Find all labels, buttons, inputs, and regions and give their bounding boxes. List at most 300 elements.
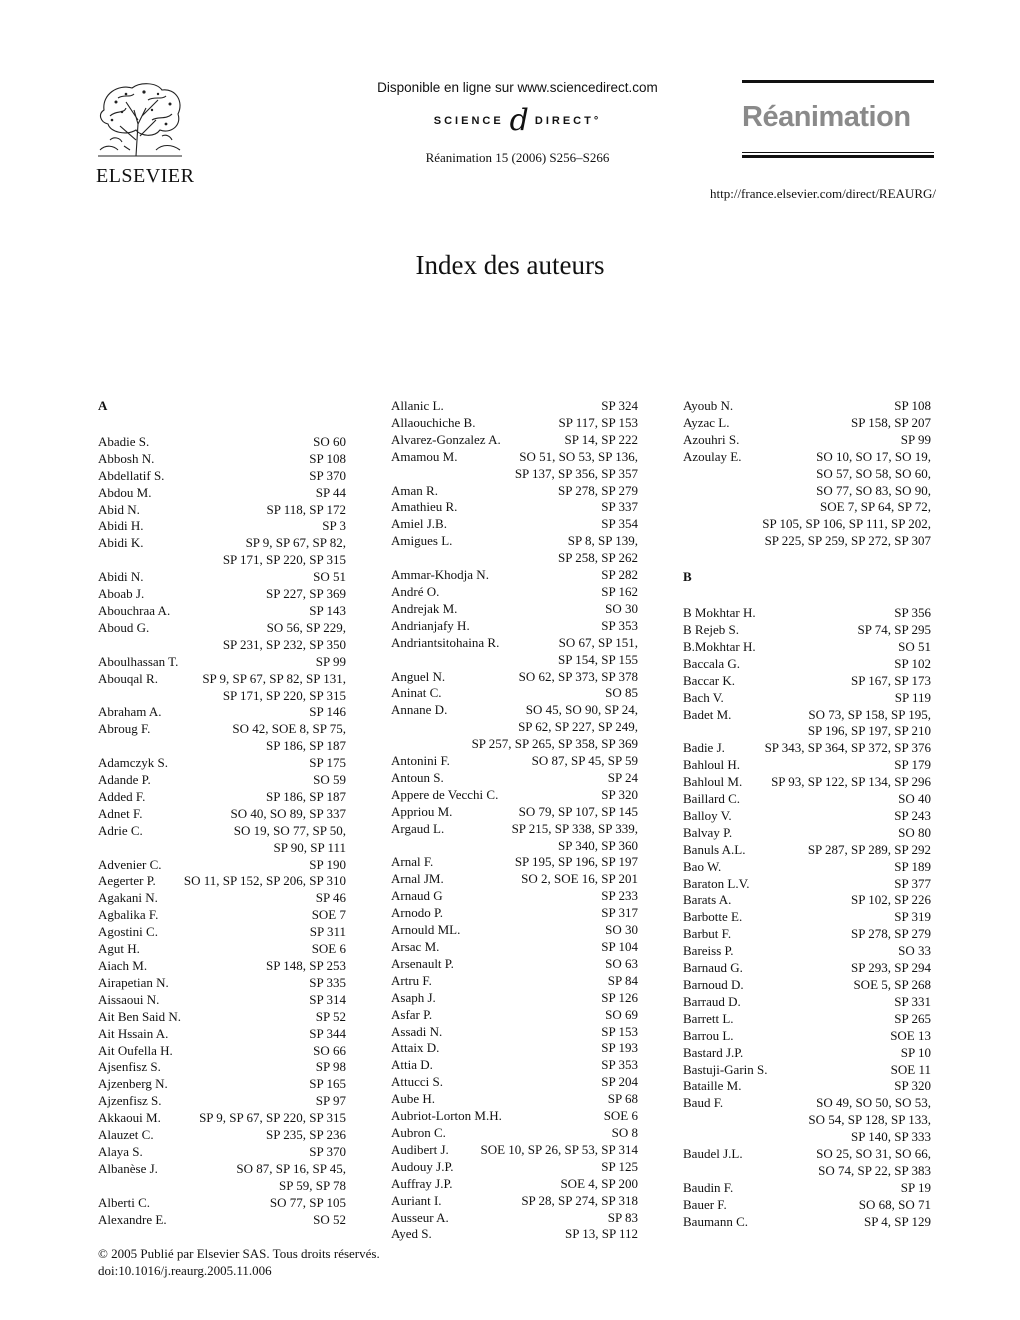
author-name: B Rejeb S. bbox=[683, 621, 739, 637]
author-refs bbox=[601, 787, 638, 804]
author-entry bbox=[683, 994, 931, 1011]
ref-line: SP 165 bbox=[309, 1076, 346, 1092]
ref-line: SP 162 bbox=[601, 583, 638, 599]
ref-line: SO 19, SO 77, SP 50, bbox=[233, 822, 346, 838]
ref-line: SP 233 bbox=[601, 888, 638, 904]
ref-line: SP 196, SP 197, SP 210 bbox=[807, 723, 931, 739]
author-entry bbox=[683, 415, 931, 432]
author-refs bbox=[316, 890, 346, 907]
author-entry bbox=[391, 1040, 638, 1057]
author-name: Agut H. bbox=[98, 941, 140, 957]
ref-line: SP 175 bbox=[309, 755, 346, 771]
ref-line: SP 317 bbox=[601, 905, 638, 921]
author-entry bbox=[391, 871, 638, 888]
author-refs bbox=[851, 960, 931, 977]
ref-line: SP 293, SP 294 bbox=[851, 960, 931, 976]
author-name: Aiach M. bbox=[98, 958, 148, 973]
author-entry bbox=[391, 601, 638, 618]
ref-line: SP 119 bbox=[894, 689, 931, 705]
author-name: Aube H. bbox=[391, 1091, 436, 1107]
author-entry bbox=[391, 702, 638, 753]
ref-line: SP 167, SP 173 bbox=[851, 672, 931, 688]
author-refs bbox=[312, 907, 346, 924]
author-refs bbox=[565, 432, 638, 449]
author-refs bbox=[313, 569, 346, 586]
author-name: Audouy J.P. bbox=[391, 1158, 454, 1174]
author-refs bbox=[309, 1076, 346, 1093]
author-refs bbox=[322, 518, 346, 535]
author-entry bbox=[98, 586, 346, 603]
author-name: Aegerter P. bbox=[98, 873, 156, 889]
author-name: Alauzet C. bbox=[98, 1127, 154, 1143]
author-name: Amigues L. bbox=[391, 533, 453, 549]
author-refs bbox=[608, 1210, 638, 1227]
section-letter: B bbox=[683, 569, 692, 585]
author-refs bbox=[234, 823, 346, 857]
ref-line: SP 9, SP 67, SP 82, bbox=[245, 535, 346, 551]
ref-line: SP 344 bbox=[309, 1025, 346, 1041]
ref-line: SP 370 bbox=[309, 467, 346, 483]
author-entry bbox=[391, 449, 638, 483]
author-name: Asfar P. bbox=[391, 1006, 433, 1022]
author-refs bbox=[481, 1142, 639, 1159]
author-entry bbox=[683, 892, 931, 909]
ref-line: SP 186, SP 187 bbox=[266, 788, 346, 804]
ref-line: SP 108 bbox=[309, 450, 346, 466]
author-entry bbox=[683, 757, 931, 774]
ref-line: SP 52 bbox=[315, 1008, 346, 1024]
author-name: Ayzac L. bbox=[683, 414, 730, 430]
author-name: Abid N. bbox=[98, 501, 140, 517]
author-entry bbox=[391, 753, 638, 770]
author-entry bbox=[391, 888, 638, 905]
author-entry bbox=[98, 1076, 346, 1093]
ref-line: SO 45, SO 90, SP 24, bbox=[525, 702, 638, 718]
ref-line: SO 87, SP 45, SP 59 bbox=[531, 753, 638, 769]
author-entry bbox=[98, 535, 346, 569]
author-name: Balvay P. bbox=[683, 824, 733, 840]
author-name: Andriantsitohaina R. bbox=[391, 634, 500, 650]
author-entry bbox=[683, 909, 931, 926]
author-refs bbox=[515, 449, 638, 483]
author-refs bbox=[771, 774, 931, 791]
ref-line: SOE 5, SP 268 bbox=[853, 977, 931, 992]
author-name: Appere de Vecchi C. bbox=[391, 786, 499, 802]
author-name: Bastard J.P. bbox=[683, 1044, 744, 1060]
author-name: Ajzenfisz S. bbox=[98, 1093, 162, 1109]
author-entry bbox=[683, 449, 931, 550]
author-entry bbox=[98, 755, 346, 772]
journal-name: Réanimation bbox=[742, 101, 911, 133]
ref-line: SP 9, SP 67, SP 82, SP 131, bbox=[202, 670, 346, 686]
author-refs bbox=[898, 791, 931, 808]
author-refs bbox=[894, 1011, 931, 1028]
author-refs bbox=[898, 639, 931, 656]
author-entry bbox=[683, 639, 931, 656]
author-entry bbox=[391, 483, 638, 500]
author-refs bbox=[601, 1159, 638, 1176]
ref-line: SP 340, SP 360 bbox=[558, 837, 638, 853]
ref-line: SP 354 bbox=[601, 516, 638, 532]
author-entry bbox=[98, 975, 346, 992]
author-name: Aninat C. bbox=[391, 685, 442, 701]
author-entry bbox=[391, 905, 638, 922]
author-entry bbox=[683, 859, 931, 876]
author-name: Barnaud G. bbox=[683, 960, 743, 976]
author-name: Bataille M. bbox=[683, 1078, 742, 1094]
publisher-logo bbox=[96, 80, 195, 188]
ref-line: SO 49, SO 50, SO 53, bbox=[816, 1095, 931, 1111]
author-entry bbox=[391, 939, 638, 956]
author-name: Bastuji-Garin S. bbox=[683, 1061, 768, 1077]
author-refs bbox=[851, 673, 931, 690]
author-refs bbox=[266, 586, 346, 603]
author-refs bbox=[270, 1195, 346, 1212]
author-name: Akkaoui M. bbox=[98, 1110, 161, 1126]
author-refs bbox=[601, 939, 638, 956]
author-name: Ammar-Khodja N. bbox=[391, 567, 489, 583]
journal-logo bbox=[742, 80, 934, 158]
author-entry bbox=[98, 1195, 346, 1212]
author-refs bbox=[236, 1161, 346, 1195]
author-refs bbox=[901, 1180, 931, 1197]
ref-line: SO 77, SO 83, SO 90, bbox=[816, 482, 931, 498]
ref-line: SP 320 bbox=[894, 1078, 931, 1094]
author-entry bbox=[391, 618, 638, 635]
author-name: B Mokhtar H. bbox=[683, 605, 756, 621]
ref-line: SP 278, SP 279 bbox=[558, 482, 638, 498]
author-name: Bauer F. bbox=[683, 1196, 727, 1212]
author-name: Azoulay E. bbox=[683, 448, 742, 464]
author-entry bbox=[683, 1062, 931, 1079]
ref-line: SO 63 bbox=[605, 955, 638, 971]
author-refs bbox=[608, 1091, 638, 1108]
ref-line: SO 30 bbox=[605, 922, 638, 938]
author-entry bbox=[683, 398, 931, 415]
author-entry bbox=[98, 569, 346, 586]
ref-line: SP 370 bbox=[309, 1143, 346, 1159]
author-refs bbox=[762, 449, 931, 550]
author-entry bbox=[391, 1142, 638, 1159]
page-title: Index des auteurs bbox=[415, 250, 605, 280]
author-name: Abouqal R. bbox=[98, 670, 158, 686]
author-entry bbox=[683, 876, 931, 893]
author-entry bbox=[98, 502, 346, 519]
author-name: Abouchraa A. bbox=[98, 602, 171, 618]
author-name: Balloy V. bbox=[683, 807, 732, 823]
author-name: Alexandre E. bbox=[98, 1211, 167, 1227]
ref-line: SP 171, SP 220, SP 315 bbox=[222, 552, 346, 568]
ref-line: SP 319 bbox=[894, 909, 931, 925]
ref-line: SO 51 bbox=[898, 638, 931, 654]
ref-line: SP 225, SP 259, SP 272, SP 307 bbox=[764, 533, 931, 549]
author-refs bbox=[558, 483, 638, 500]
ref-line: SP 189 bbox=[894, 858, 931, 874]
author-entry bbox=[683, 673, 931, 690]
author-refs bbox=[532, 753, 638, 770]
author-refs bbox=[601, 1057, 638, 1074]
author-name: Abbosh N. bbox=[98, 450, 155, 466]
ref-line: SP 118, SP 172 bbox=[266, 501, 346, 517]
ref-line: SP 140, SP 333 bbox=[851, 1129, 931, 1145]
author-refs bbox=[309, 857, 346, 874]
author-refs bbox=[313, 772, 346, 789]
author-entry bbox=[391, 1007, 638, 1024]
author-name: Baudel J.L. bbox=[683, 1146, 743, 1162]
ref-line: SP 190 bbox=[309, 856, 346, 872]
ref-line: SP 97 bbox=[315, 1093, 346, 1109]
ref-line: SOE 6 bbox=[311, 941, 346, 957]
author-name: Audibert J. bbox=[391, 1141, 449, 1157]
ref-line: SO 80 bbox=[898, 824, 931, 840]
author-entry bbox=[683, 707, 931, 741]
author-refs bbox=[601, 618, 638, 635]
ref-line: SP 83 bbox=[607, 1209, 638, 1225]
author-entry bbox=[391, 1091, 638, 1108]
ref-line: SP 193 bbox=[601, 1040, 638, 1056]
author-entry bbox=[391, 1159, 638, 1176]
author-entry bbox=[391, 1125, 638, 1142]
sd-at-icon: d bbox=[509, 103, 529, 138]
author-entry bbox=[391, 567, 638, 584]
ref-line: SO 30 bbox=[605, 600, 638, 616]
ref-line: SP 13, SP 112 bbox=[565, 1226, 638, 1242]
ref-line: SP 146 bbox=[309, 704, 346, 720]
author-name: Abdou M. bbox=[98, 484, 152, 500]
author-name: Abraham A. bbox=[98, 704, 162, 720]
author-entry bbox=[98, 1110, 346, 1127]
author-name: Arnal F. bbox=[391, 854, 434, 870]
ref-line: SO 60 bbox=[313, 433, 346, 449]
author-refs bbox=[894, 808, 931, 825]
author-refs bbox=[898, 825, 931, 842]
ref-line: SP 93, SP 122, SP 134, SP 296 bbox=[771, 774, 931, 790]
ref-line: SP 84 bbox=[607, 972, 638, 988]
author-name: Advenier C. bbox=[98, 856, 162, 872]
author-entry bbox=[683, 1146, 931, 1180]
author-entry bbox=[391, 584, 638, 601]
ref-line: SP 343, SP 364, SP 372, SP 376 bbox=[764, 740, 931, 756]
ref-line: SP 137, SP 356, SP 357 bbox=[514, 465, 638, 481]
ref-line: SO 11, SP 152, SP 206, SP 310 bbox=[183, 873, 346, 889]
author-refs bbox=[309, 1026, 346, 1043]
ref-line: SP 24 bbox=[607, 769, 638, 785]
index-column-3 bbox=[683, 398, 931, 1231]
author-refs bbox=[309, 468, 346, 485]
author-refs bbox=[894, 909, 931, 926]
ref-line: SP 90, SP 111 bbox=[273, 839, 346, 855]
publisher-name: ELSEVIER bbox=[96, 165, 195, 187]
author-name: Baud F. bbox=[683, 1095, 724, 1111]
author-refs bbox=[601, 567, 638, 584]
author-name: Baudin F. bbox=[683, 1179, 734, 1195]
ref-line: SP 179 bbox=[894, 757, 931, 773]
author-entry bbox=[683, 605, 931, 622]
author-name: Albanèse J. bbox=[98, 1160, 158, 1176]
ref-line: SP 14, SP 222 bbox=[564, 431, 638, 447]
author-entry bbox=[683, 943, 931, 960]
ref-line: SOE 10, SP 26, SP 53, SP 314 bbox=[480, 1141, 638, 1157]
author-name: Bao W. bbox=[683, 858, 722, 874]
author-name: Abdellatif S. bbox=[98, 467, 165, 483]
author-refs bbox=[612, 1125, 638, 1142]
author-entry bbox=[391, 1024, 638, 1041]
author-name: Aboud G. bbox=[98, 619, 150, 635]
author-refs bbox=[605, 956, 638, 973]
journal-url[interactable]: http://france.elsevier.com/direct/REAURG/ bbox=[710, 186, 936, 201]
ref-line: SP 74, SP 295 bbox=[857, 621, 931, 637]
author-entry bbox=[98, 654, 346, 671]
author-entry bbox=[683, 1197, 931, 1214]
author-name: Arsenault P. bbox=[391, 955, 454, 971]
author-entry bbox=[98, 873, 346, 890]
ref-line: SO 2, SOE 16, SP 201 bbox=[521, 871, 638, 887]
author-name: Ayoub N. bbox=[683, 398, 734, 413]
rule-bottom bbox=[742, 155, 934, 158]
author-entry bbox=[683, 960, 931, 977]
author-name: Adamczyk S. bbox=[98, 755, 169, 771]
author-name: Amathieu R. bbox=[391, 499, 458, 515]
author-entry bbox=[98, 451, 346, 468]
ref-line: SP 324 bbox=[601, 398, 638, 413]
author-refs bbox=[558, 635, 638, 669]
author-entry bbox=[683, 1095, 931, 1146]
author-entry bbox=[98, 1161, 346, 1195]
ref-line: SO 40, SO 89, SP 337 bbox=[230, 805, 346, 821]
ref-line: SP 231, SP 232, SP 350 bbox=[222, 636, 346, 652]
ref-line: SP 257, SP 265, SP 358, SP 369 bbox=[471, 736, 638, 752]
author-refs bbox=[859, 1197, 931, 1214]
author-name: Banuls A.L. bbox=[683, 841, 746, 857]
ref-line: SP 4, SP 129 bbox=[864, 1213, 931, 1229]
author-name: Baccala G. bbox=[683, 655, 741, 671]
author-entry bbox=[391, 854, 638, 871]
author-entry bbox=[391, 432, 638, 449]
ref-line: SO 74, SP 22, SP 383 bbox=[818, 1162, 931, 1178]
author-name: Barnoud D. bbox=[683, 977, 744, 992]
ref-line: SP 9, SP 67, SP 220, SP 315 bbox=[199, 1110, 346, 1126]
author-name: Arnal JM. bbox=[391, 871, 444, 887]
index-column-2 bbox=[391, 398, 638, 1243]
author-refs bbox=[808, 842, 931, 859]
ref-line: SP 44 bbox=[315, 484, 346, 500]
author-name: Antoun S. bbox=[391, 769, 444, 785]
author-name: Airapetian N. bbox=[98, 974, 169, 990]
author-entry bbox=[98, 1026, 346, 1043]
ref-line: SP 186, SP 187 bbox=[266, 738, 346, 754]
author-refs bbox=[316, 485, 346, 502]
author-name: Argaud L. bbox=[391, 820, 445, 836]
ref-line: SP 215, SP 338, SP 339, bbox=[511, 820, 638, 836]
ref-line: SP 143 bbox=[309, 602, 346, 618]
author-refs bbox=[608, 770, 638, 787]
author-refs bbox=[601, 1040, 638, 1057]
ref-line: SOE 11 bbox=[890, 1061, 931, 1077]
author-entry bbox=[391, 669, 638, 686]
ref-line: SP 195, SP 196, SP 197 bbox=[514, 854, 638, 870]
author-refs bbox=[601, 990, 638, 1007]
ref-line: SP 62, SP 227, SP 249, bbox=[518, 719, 638, 735]
ref-line: SO 8 bbox=[611, 1124, 638, 1140]
author-name: Aman R. bbox=[391, 482, 438, 498]
author-name: Adnet F. bbox=[98, 805, 143, 821]
author-refs bbox=[312, 941, 346, 958]
ref-line: SO 59 bbox=[313, 772, 346, 788]
author-refs bbox=[223, 535, 346, 569]
author-refs bbox=[309, 1144, 346, 1161]
author-refs bbox=[608, 973, 638, 990]
elsevier-tree-icon bbox=[96, 80, 184, 158]
author-entry bbox=[683, 656, 931, 673]
author-name: Barrett L. bbox=[683, 1010, 734, 1026]
author-refs bbox=[894, 859, 931, 876]
ref-line: SO 85 bbox=[605, 685, 638, 701]
author-entry bbox=[98, 823, 346, 857]
author-name: Agakani N. bbox=[98, 890, 158, 906]
author-name: Barbut F. bbox=[683, 926, 732, 942]
author-entry bbox=[98, 992, 346, 1009]
author-name: Badet M. bbox=[683, 706, 732, 722]
author-name: Adrie C. bbox=[98, 822, 143, 838]
author-entry bbox=[98, 857, 346, 874]
author-name: Alberti C. bbox=[98, 1194, 150, 1210]
author-entry bbox=[391, 804, 638, 821]
author-entry bbox=[98, 1127, 346, 1144]
ref-line: SO 57, SO 58, SO 60, bbox=[816, 465, 931, 481]
author-entry bbox=[391, 499, 638, 516]
author-name: Arnodo P. bbox=[391, 905, 444, 921]
author-refs bbox=[199, 1110, 346, 1127]
author-name: Allaouchiche B. bbox=[391, 414, 476, 430]
ref-line: SP 314 bbox=[309, 991, 346, 1007]
ref-line: SO 67, SP 151, bbox=[558, 634, 638, 650]
author-name: Artru F. bbox=[391, 972, 432, 988]
author-entry bbox=[98, 468, 346, 485]
ref-line: SOE 7, SP 64, SP 72, bbox=[819, 499, 931, 515]
author-refs bbox=[223, 620, 346, 654]
author-entry bbox=[683, 791, 931, 808]
author-refs bbox=[316, 1093, 346, 1110]
ref-line: SO 40 bbox=[898, 791, 931, 807]
author-refs bbox=[894, 994, 931, 1011]
ref-line: SP 28, SP 274, SP 318 bbox=[521, 1192, 638, 1208]
author-refs bbox=[851, 415, 931, 432]
author-entry bbox=[683, 1180, 931, 1197]
author-entry bbox=[391, 1108, 638, 1125]
author-refs bbox=[558, 533, 638, 567]
author-entry bbox=[391, 398, 638, 415]
author-name: Attia D. bbox=[391, 1057, 433, 1073]
sd-left-text: SCIENCE bbox=[433, 114, 504, 127]
author-refs bbox=[313, 434, 346, 451]
footer bbox=[98, 1245, 380, 1279]
author-name: Abroug F. bbox=[98, 721, 151, 737]
doi[interactable]: doi:10.1016/j.reaurg.2005.11.006 bbox=[98, 1263, 272, 1278]
author-refs bbox=[605, 1007, 638, 1024]
author-name: Bahloul M. bbox=[683, 774, 743, 790]
author-entry bbox=[683, 1045, 931, 1062]
ref-line: SP 258, SP 262 bbox=[558, 550, 638, 566]
author-name: Adande P. bbox=[98, 772, 151, 788]
author-name: Appriou M. bbox=[391, 803, 453, 819]
author-name: Allanic L. bbox=[391, 398, 444, 413]
author-refs bbox=[601, 398, 638, 415]
ref-line: SP 126 bbox=[601, 989, 638, 1005]
author-refs bbox=[816, 1146, 931, 1180]
ref-line: SP 335 bbox=[309, 974, 346, 990]
author-entry bbox=[98, 1144, 346, 1161]
author-entry bbox=[683, 825, 931, 842]
